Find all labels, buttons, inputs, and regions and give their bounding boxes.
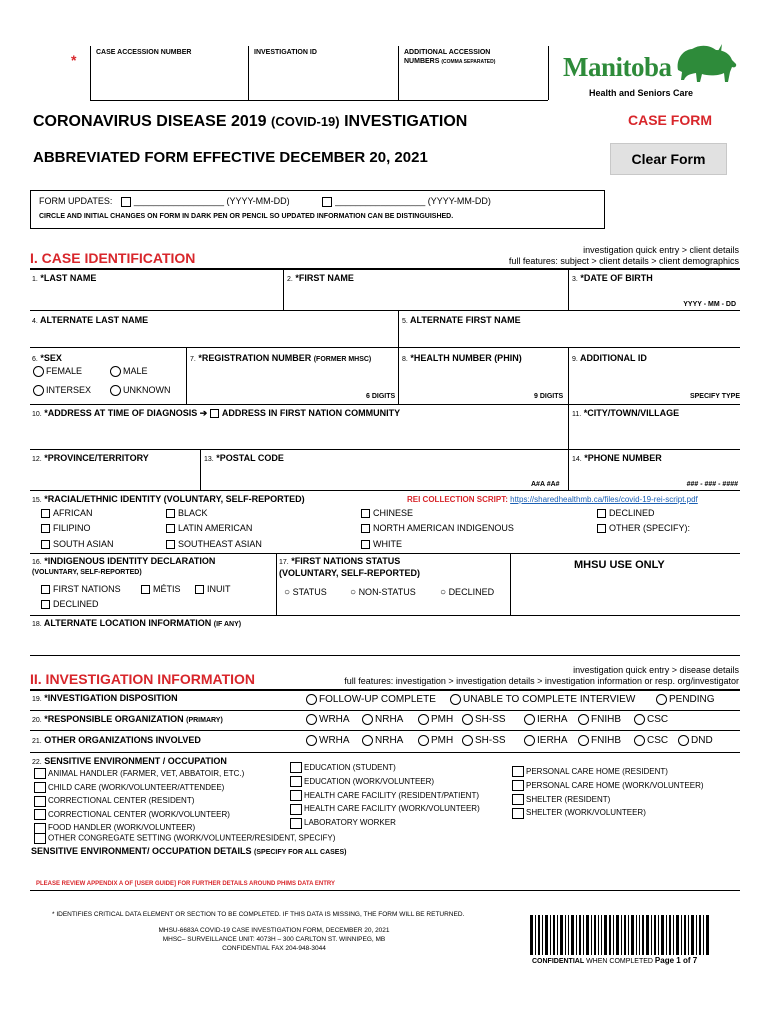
phone-format: ### - ### - #### xyxy=(686,481,738,488)
env-correctional-work-checkbox[interactable] xyxy=(34,809,46,820)
other-org-csc-checkbox[interactable] xyxy=(634,735,645,746)
env-shelter-work[interactable]: SHELTER (WORK/VOLUNTEER) xyxy=(512,806,704,820)
numbers-label: NUMBERS (COMMA SEPARATED) xyxy=(404,58,496,65)
env-education-student[interactable]: EDUCATION (STUDENT) xyxy=(290,761,480,775)
female-radio[interactable] xyxy=(33,366,44,377)
form-updates-note: CIRCLE AND INITIAL CHANGES ON FORM IN DARK PEN OR PENCIL SO UPDATED INFORMATION CAN BE DISTINGUISHED. xyxy=(39,213,454,220)
white-option[interactable]: WHITE xyxy=(361,539,402,549)
other-org-dnd[interactable]: DND xyxy=(678,735,722,746)
env-pch-work-checkbox[interactable] xyxy=(512,780,524,791)
resp-org-csc-radio[interactable] xyxy=(634,714,645,725)
env-hcf-resident-checkbox[interactable] xyxy=(290,790,302,801)
dob-label: 3. *DATE OF BIRTH xyxy=(572,273,653,283)
resp-org-wrha-radio[interactable] xyxy=(306,714,317,725)
resp-org-pmh-radio[interactable] xyxy=(418,714,429,725)
env-pch-resident[interactable]: PERSONAL CARE HOME (RESIDENT) xyxy=(512,765,704,779)
postal-code-field[interactable] xyxy=(200,450,568,490)
unable-to-complete-option[interactable]: UNABLE TO COMPLETE INTERVIEW xyxy=(450,694,635,705)
clear-form-button[interactable]: Clear Form xyxy=(610,143,727,175)
other-specify-checkbox[interactable] xyxy=(597,524,606,533)
first-nations-option[interactable]: FIRST NATIONS xyxy=(41,584,121,594)
footer-line-2: MHSC– SURVEILLANCE UNIT: 4073H – 300 CARLTON ST. WINNIPEG, MB xyxy=(162,936,386,943)
southeast-asian-option[interactable]: SOUTHEAST ASIAN xyxy=(166,539,262,549)
section2-quick-entry: investigation quick entry > disease details xyxy=(573,665,739,675)
review-note: PLEASE REVIEW APPENDIX A OF [USER GUIDE] FOR FURTHER DETAILS AROUND PHIMS DATA ENTRY xyxy=(36,881,336,887)
unknown-radio[interactable] xyxy=(110,385,121,396)
disposition-label: 19. *INVESTIGATION DISPOSITION xyxy=(32,693,178,703)
footer-address xyxy=(124,926,424,953)
department-name: Health and Seniors Care xyxy=(589,88,694,98)
form-updates-label: FORM UPDATES: xyxy=(39,196,113,206)
southeast-asian-checkbox[interactable] xyxy=(166,540,175,549)
fn-status-label: 17. *FIRST NATIONS STATUS xyxy=(279,556,401,566)
other-org-shss-checkbox[interactable] xyxy=(462,735,473,746)
other-org-csc[interactable]: CSC xyxy=(634,735,678,746)
section1-full-features: full features: subject > client details > client demographics xyxy=(508,256,739,266)
non-status-radio[interactable]: ○ xyxy=(350,587,357,598)
followup-complete-radio[interactable] xyxy=(306,694,317,705)
other-org-fnihb[interactable]: FNIHB xyxy=(578,735,634,746)
other-org-pmh[interactable]: PMH xyxy=(418,735,462,746)
required-mark: * xyxy=(71,52,77,68)
latin-american-option[interactable]: LATIN AMERICAN xyxy=(166,523,252,533)
env-shelter-resident-checkbox[interactable] xyxy=(512,794,524,805)
sensitive-col1 xyxy=(34,767,244,835)
env-pch-work[interactable]: PERSONAL CARE HOME (WORK/VOLUNTEER) xyxy=(512,779,704,793)
province-field[interactable] xyxy=(30,450,200,490)
resp-org-shss-radio[interactable] xyxy=(462,714,473,725)
form-subtitle: ABBREVIATED FORM EFFECTIVE DECEMBER 20, 2021 xyxy=(33,149,428,166)
fn-declined-option[interactable]: ○ DECLINED xyxy=(440,587,495,598)
form-title: CORONAVIRUS DISEASE 2019 (COVID-19) INVESTIGATION xyxy=(33,113,468,130)
update-1-checkbox[interactable] xyxy=(121,197,131,207)
resp-org-csc[interactable]: CSC xyxy=(634,714,678,725)
env-hcf-resident[interactable]: HEALTH CARE FACILITY (RESIDENT/PATIENT) xyxy=(290,789,480,803)
north-american-indigenous-checkbox[interactable] xyxy=(361,524,370,533)
health-number-label: 8. *HEALTH NUMBER (PHIN) xyxy=(402,353,522,363)
indigenous-declined-checkbox[interactable] xyxy=(41,600,50,609)
additional-accession-field[interactable] xyxy=(398,46,548,100)
mhsu-use-only: MHSU USE ONLY xyxy=(574,559,665,571)
metis-option[interactable]: MÉTIS xyxy=(141,584,181,594)
last-name-field[interactable] xyxy=(30,270,283,310)
resp-org-pmh[interactable]: PMH xyxy=(418,714,462,725)
update-2-date[interactable]: __________________ (YYYY-MM-DD) xyxy=(335,196,491,206)
env-food-handler[interactable]: FOOD HANDLER (WORK/VOLUNTEER) xyxy=(34,821,244,835)
env-pch-resident-checkbox[interactable] xyxy=(512,766,524,777)
city-field[interactable] xyxy=(568,405,740,449)
other-org-ierha[interactable]: IERHA xyxy=(524,735,578,746)
indigenous-voluntary-note: (VOLUNTARY, SELF-REPORTED) xyxy=(32,569,142,576)
other-org-wrha-checkbox[interactable] xyxy=(306,735,317,746)
section2-full-features: full features: investigation > investigation details > investigation information or resp. org/investigator xyxy=(344,676,739,686)
filipino-checkbox[interactable] xyxy=(41,524,50,533)
critical-note: * IDENTIFIES CRITICAL DATA ELEMENT OR SECTION TO BE COMPLETED. IF THIS DATA IS MISSING, THE FORM WILL BE RETURNED. xyxy=(52,911,465,918)
manitoba-logo: Manitoba xyxy=(563,52,672,82)
arrow-right-icon: ➔ xyxy=(199,408,208,418)
pending-radio[interactable] xyxy=(656,694,667,705)
filipino-option[interactable]: FILIPINO xyxy=(41,523,91,533)
inuit-checkbox[interactable] xyxy=(195,585,204,594)
first-name-label: 2. *FIRST NAME xyxy=(287,273,354,283)
other-org-dnd-checkbox[interactable] xyxy=(678,735,689,746)
sex-label: 6. *SEX xyxy=(32,353,62,363)
env-education-work-checkbox[interactable] xyxy=(290,776,302,787)
specify-type-hint: SPECIFY TYPE xyxy=(689,393,740,400)
postal-code-label: 13. *POSTAL CODE xyxy=(204,453,284,463)
env-correctional-work[interactable]: CORRECTIONAL CENTER (WORK/VOLUNTEER) xyxy=(34,808,244,822)
south-asian-checkbox[interactable] xyxy=(41,540,50,549)
declined-checkbox[interactable] xyxy=(597,509,606,518)
other-org-ierha-checkbox[interactable] xyxy=(524,735,535,746)
black-option[interactable]: BLACK xyxy=(166,508,208,518)
metis-checkbox[interactable] xyxy=(141,585,150,594)
alt-first-name-label: 5. ALTERNATE FIRST NAME xyxy=(402,315,521,325)
resp-org-ierha-radio[interactable] xyxy=(524,714,535,725)
sex-female-option[interactable]: FEMALE xyxy=(33,366,82,377)
followup-complete-option[interactable]: FOLLOW-UP COMPLETE xyxy=(306,694,436,705)
male-radio[interactable] xyxy=(110,366,121,377)
env-education-work[interactable]: EDUCATION (WORK/VOLUNTEER) xyxy=(290,775,480,789)
latin-american-checkbox[interactable] xyxy=(166,524,175,533)
env-animal-handler[interactable]: ANIMAL HANDLER (FARMER, VET, ABBATOIR, ETC.) xyxy=(34,767,244,781)
footer-line-3: CONFIDENTIAL FAX 204-948-3044 xyxy=(222,945,326,952)
white-checkbox[interactable] xyxy=(361,540,370,549)
sensitive-details-label: SENSITIVE ENVIRONMENT/ OCCUPATION DETAILS (SPECIFY FOR ALL CASES) xyxy=(31,846,347,856)
env-shelter-work-checkbox[interactable] xyxy=(512,808,524,819)
dob-format: YYYY - MM - DD xyxy=(683,301,736,308)
env-congregate-checkbox[interactable] xyxy=(34,833,46,844)
update-1-date[interactable]: __________________ (YYYY-MM-DD) xyxy=(133,196,290,206)
resp-org-shss[interactable]: SH-SS xyxy=(462,714,524,725)
section1-quick-entry: investigation quick entry > client details xyxy=(583,245,739,255)
responsible-org-label: 20. *RESPONSIBLE ORGANIZATION (PRIMARY) xyxy=(32,714,223,724)
section1-title: I. CASE IDENTIFICATION xyxy=(30,250,196,266)
additional-accession-label: ADDITIONAL ACCESSION xyxy=(404,49,491,56)
sensitive-col2 xyxy=(290,761,480,830)
alt-location-label: 18. ALTERNATE LOCATION INFORMATION (IF ANY) xyxy=(32,618,242,628)
env-child-care[interactable]: CHILD CARE (WORK/VOLUNTEER/ATTENDEE) xyxy=(34,781,244,795)
inuit-option[interactable]: INUIT xyxy=(195,584,231,594)
resp-org-fnihb-radio[interactable] xyxy=(578,714,589,725)
registration-label: 7. *REGISTRATION NUMBER (FORMER MHSC) xyxy=(190,353,372,363)
other-org-pmh-checkbox[interactable] xyxy=(418,735,429,746)
env-congregate[interactable]: OTHER CONGREGATE SETTING (WORK/VOLUNTEER/RESIDENT, SPECIFY) xyxy=(34,833,335,844)
status-radio[interactable]: ○ xyxy=(284,587,291,598)
update-2-checkbox[interactable] xyxy=(322,197,332,207)
south-asian-option[interactable]: SOUTH ASIAN xyxy=(41,539,114,549)
postal-format: A#A #A# xyxy=(531,481,560,488)
fn-status-voluntary-note: (VOLUNTARY, SELF-REPORTED) xyxy=(279,568,420,578)
african-checkbox[interactable] xyxy=(41,509,50,518)
resp-org-nrha-radio[interactable] xyxy=(362,714,373,725)
rei-script-link[interactable]: https://sharedhealthmb.ca/files/covid-19-rei-script.pdf xyxy=(510,495,698,504)
other-orgs-label: 21. OTHER ORGANIZATIONS INVOLVED xyxy=(32,735,201,745)
non-status-option[interactable]: ○ NON-STATUS xyxy=(350,587,416,598)
pending-option[interactable]: PENDING xyxy=(656,694,715,705)
alt-last-name-label: 4. ALTERNATE LAST NAME xyxy=(32,315,149,325)
investigation-id-label: INVESTIGATION ID xyxy=(254,49,317,56)
barcode-icon xyxy=(530,915,714,955)
case-accession-label: CASE ACCESSION NUMBER xyxy=(96,49,192,56)
african-option[interactable]: AFRICAN xyxy=(41,508,93,518)
env-lab-worker[interactable]: LABORATORY WORKER xyxy=(290,816,480,830)
env-education-student-checkbox[interactable] xyxy=(290,762,302,773)
sex-intersex-option[interactable]: INTERSEX xyxy=(33,385,91,396)
status-option[interactable]: ○ STATUS xyxy=(284,587,327,598)
resp-org-fnihb[interactable]: FNIHB xyxy=(578,714,634,725)
form-updates-row xyxy=(39,196,491,207)
env-hcf-work[interactable]: HEALTH CARE FACILITY (WORK/VOLUNTEER) xyxy=(290,802,480,816)
resp-org-wrha[interactable]: WRHA xyxy=(306,714,362,725)
black-checkbox[interactable] xyxy=(166,509,175,518)
bison-icon xyxy=(672,40,740,84)
env-child-care-checkbox[interactable] xyxy=(34,782,46,793)
last-name-label: 1. *LAST NAME xyxy=(32,273,97,283)
alt-last-name-field[interactable] xyxy=(30,311,398,347)
section2-title: II. INVESTIGATION INFORMATION xyxy=(30,671,256,687)
first-nations-checkbox[interactable] xyxy=(41,585,50,594)
env-hcf-work-checkbox[interactable] xyxy=(290,804,302,815)
resp-org-nrha[interactable]: NRHA xyxy=(362,714,418,725)
env-correctional-resident-checkbox[interactable] xyxy=(34,796,46,807)
address-field[interactable] xyxy=(30,420,568,449)
sex-male-option[interactable]: MALE xyxy=(110,366,148,377)
other-org-nrha-checkbox[interactable] xyxy=(362,735,373,746)
env-animal-handler-checkbox[interactable] xyxy=(34,768,46,779)
fn-declined-radio[interactable]: ○ xyxy=(440,587,447,598)
case-form-label: CASE FORM xyxy=(628,112,712,128)
env-shelter-resident[interactable]: SHELTER (RESIDENT) xyxy=(512,793,704,807)
indigenous-identity-label: 16. *INDIGENOUS IDENTITY DECLARATION xyxy=(32,556,216,566)
other-org-fnihb-checkbox[interactable] xyxy=(578,735,589,746)
alt-first-name-field[interactable] xyxy=(398,311,740,347)
address-label: 10. *ADDRESS AT TIME OF DIAGNOSIS ➔ ADDRESS IN FIRST NATION COMMUNITY xyxy=(32,408,401,418)
first-nation-address-checkbox[interactable] xyxy=(210,409,219,418)
additional-id-label: 9. ADDITIONAL ID xyxy=(572,353,647,363)
nine-digits-hint: 9 DIGITS xyxy=(534,393,564,400)
footer-page-info: CONFIDENTIAL WHEN COMPLETED Page 1 of 7 xyxy=(532,956,698,965)
unable-to-complete-radio[interactable] xyxy=(450,694,461,705)
rei-script: REI COLLECTION SCRIPT: https://sharedhealthmb.ca/files/covid-19-rei-script.pdf xyxy=(407,495,698,504)
north-american-indigenous-option[interactable]: NORTH AMERICAN INDIGENOUS xyxy=(361,523,514,533)
first-name-field[interactable] xyxy=(283,270,568,310)
six-digits-hint: 6 DIGITS xyxy=(366,393,396,400)
sensitive-env-label: 22. SENSITIVE ENVIRONMENT / OCCUPATION xyxy=(32,756,227,766)
other-org-shss[interactable]: SH-SS xyxy=(462,735,524,746)
city-label: 11. *CITY/TOWN/VILLAGE xyxy=(572,408,680,418)
footer-line-1: MHSU-6683A COVID-19 CASE INVESTIGATION FORM, DECEMBER 20, 2021 xyxy=(158,927,390,934)
other-orgs-options xyxy=(306,735,722,746)
racial-identity-label: 15. *RACIAL/ETHNIC IDENTITY (VOLUNTARY, SELF-REPORTED) xyxy=(32,494,305,504)
other-org-wrha[interactable]: WRHA xyxy=(306,735,362,746)
env-lab-worker-checkbox[interactable] xyxy=(290,818,302,829)
responsible-org-options xyxy=(306,714,678,725)
other-org-nrha[interactable]: NRHA xyxy=(362,735,418,746)
chinese-option[interactable]: CHINESE xyxy=(361,508,413,518)
declined-option[interactable]: DECLINED xyxy=(597,508,655,518)
sensitive-col3 xyxy=(512,765,704,820)
province-label: 12. *PROVINCE/TERRITORY xyxy=(32,453,149,463)
chinese-checkbox[interactable] xyxy=(361,509,370,518)
other-specify-option[interactable]: OTHER (SPECIFY): xyxy=(597,523,690,533)
resp-org-ierha[interactable]: IERHA xyxy=(524,714,578,725)
case-accession-field[interactable] xyxy=(90,46,248,100)
phone-label: 14. *PHONE NUMBER xyxy=(572,453,662,463)
investigation-id-field[interactable] xyxy=(248,46,398,100)
alt-location-field[interactable] xyxy=(30,630,740,655)
env-correctional-resident[interactable]: CORRECTIONAL CENTER (RESIDENT) xyxy=(34,794,244,808)
intersex-radio[interactable] xyxy=(33,385,44,396)
sex-unknown-option[interactable]: UNKNOWN xyxy=(110,385,171,396)
indigenous-declined-option[interactable]: DECLINED xyxy=(41,599,99,609)
